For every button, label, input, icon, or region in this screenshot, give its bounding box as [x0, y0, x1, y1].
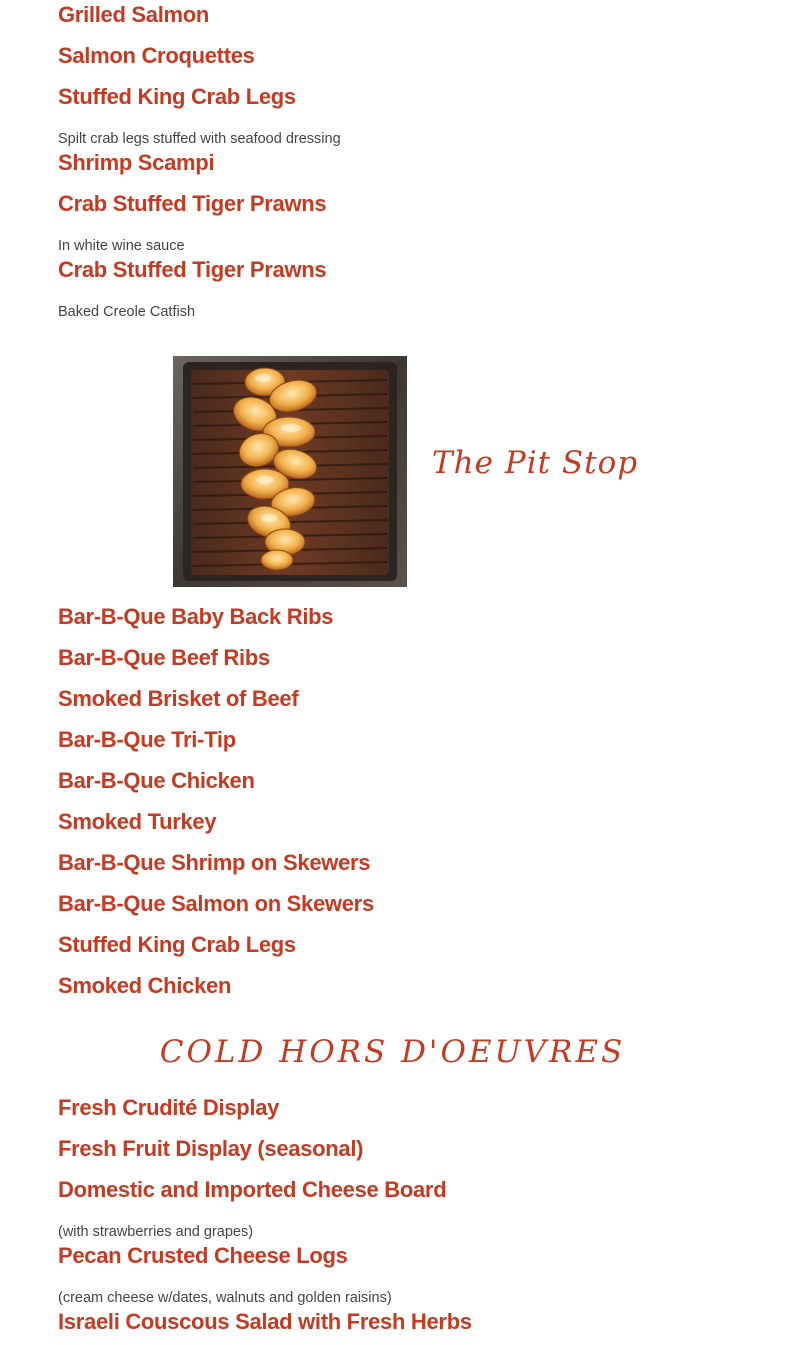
section-heading-pit-stop: The Pit Stop — [432, 445, 639, 481]
menu-item-title: Grilled Salmon — [58, 2, 210, 27]
menu-item-title: Crab Stuffed Tiger Prawns — [58, 257, 327, 282]
menu-item-title: Stuffed King Crab Legs — [58, 932, 296, 957]
menu-item-title: Fresh Crudité Display — [58, 1095, 280, 1120]
menu-item-description: (with strawberries and grapes) — [58, 1224, 254, 1240]
section-heading-cold-hors-doeuvres: COLD HORS D'OEUVRES — [159, 1034, 626, 1070]
menu-item-title: Bar-B-Que Shrimp on Skewers — [58, 850, 371, 875]
menu-item-title: Smoked Chicken — [58, 973, 232, 998]
menu-item-title: Fresh Fruit Display (seasonal) — [58, 1136, 364, 1161]
menu-item-title: Smoked Brisket of Beef — [58, 686, 299, 711]
menu-item-description: In white wine sauce — [58, 238, 185, 254]
menu-item-description: Spilt crab legs stuffed with seafood dressing — [58, 131, 341, 147]
menu-item-title: Pecan Crusted Cheese Logs — [58, 1243, 348, 1268]
menu-item-description: (cream cheese w/dates, walnuts and golden raisins) — [58, 1290, 392, 1306]
menu-item-title: Bar-B-Que Baby Back Ribs — [58, 604, 334, 629]
menu-item-title: Stuffed King Crab Legs — [58, 84, 296, 109]
menu-item-description: Baked Creole Catfish — [58, 304, 196, 320]
menu-item-title: Bar-B-Que Chicken — [58, 768, 255, 793]
menu-item-title: Domestic and Imported Cheese Board — [58, 1177, 447, 1202]
menu-item-title: Salmon Croquettes — [58, 43, 255, 68]
barbecue-brisket-photo — [173, 356, 407, 587]
menu-item-title: Bar-B-Que Beef Ribs — [58, 645, 270, 670]
menu-item-title: Bar-B-Que Tri-Tip — [58, 727, 236, 752]
menu-item-title: Bar-B-Que Salmon on Skewers — [58, 891, 374, 916]
menu-item-title: Shrimp Scampi — [58, 150, 215, 175]
menu-item-title: Israeli Couscous Salad with Fresh Herbs — [58, 1309, 472, 1334]
menu-item-title: Smoked Turkey — [58, 809, 217, 834]
menu-item-title: Crab Stuffed Tiger Prawns — [58, 191, 327, 216]
